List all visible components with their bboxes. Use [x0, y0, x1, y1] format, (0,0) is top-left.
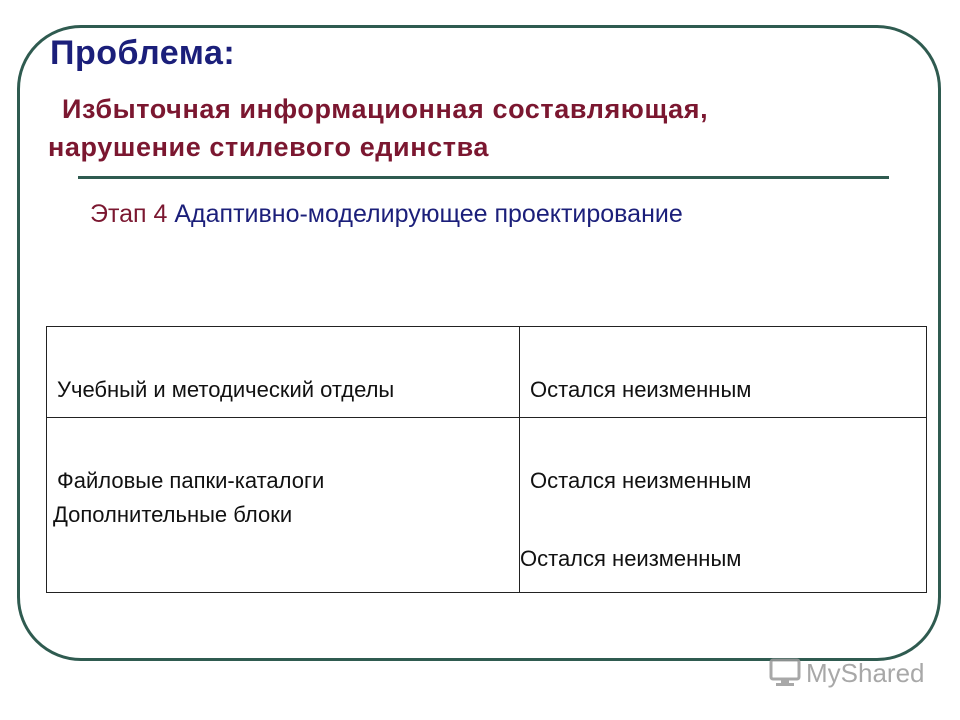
stage-label: Этап 4 — [90, 200, 175, 228]
subtitle-line-2: нарушение стилевого единства — [48, 132, 490, 162]
slide-title: Проблема: — [50, 34, 236, 72]
cell-text: Файловые папки-каталоги — [57, 468, 325, 493]
subtitle-line-1: Избыточная информационная составляющая, — [62, 94, 709, 124]
slide-subtitle — [48, 90, 928, 166]
table-cell-left — [47, 418, 520, 593]
table-cell-left — [47, 327, 520, 418]
cell-text: Остался неизменным — [530, 377, 752, 402]
stage-heading — [90, 200, 683, 229]
watermark-logo — [768, 656, 925, 690]
cell-text: Учебный и методический отделы — [57, 377, 395, 402]
table-row — [47, 418, 927, 593]
table-row — [47, 327, 927, 418]
presentation-board-icon — [768, 657, 802, 689]
info-table — [46, 326, 927, 593]
table-cell-right — [520, 327, 927, 418]
divider-line — [78, 176, 889, 179]
watermark-text: MyShared — [806, 657, 925, 688]
stage-text: Адаптивно-моделирующее проектирование — [174, 200, 683, 228]
table-cell-right — [520, 418, 927, 593]
cell-text: Остался неизменным — [530, 468, 752, 493]
cell-text: Остался неизменным — [520, 546, 742, 571]
cell-text: Дополнительные блоки — [53, 502, 293, 527]
